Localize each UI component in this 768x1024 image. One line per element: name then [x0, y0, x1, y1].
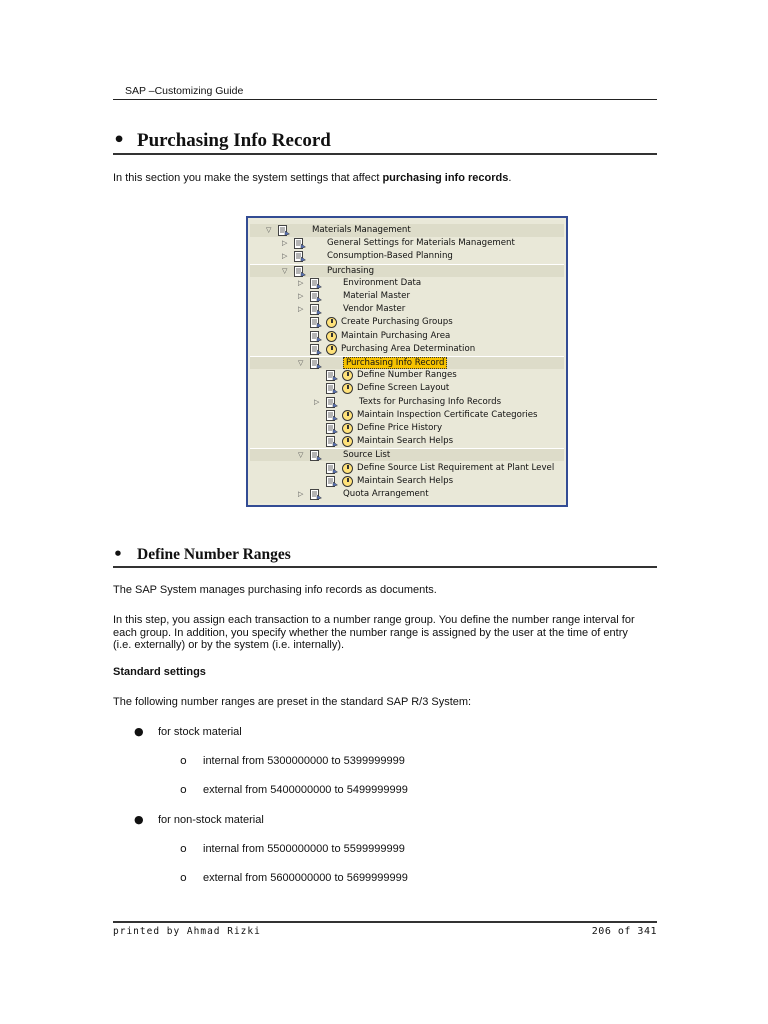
paragraph-number-range-group — [113, 614, 657, 652]
tree-node[interactable] — [250, 343, 564, 356]
tree-node-label[interactable]: Environment Data — [343, 277, 422, 288]
tree-panel — [250, 220, 564, 503]
expand-open-icon[interactable]: ▽ — [298, 359, 304, 367]
para-line: In this step, you assign each transaction to a number range group. You define the number range interval for — [113, 614, 635, 626]
document-icon[interactable] — [310, 344, 322, 355]
tree-node[interactable] — [250, 250, 564, 263]
document-icon[interactable] — [326, 423, 338, 434]
intro-text: In this section you make the system settings that affect — [113, 172, 383, 184]
tree-node[interactable] — [250, 264, 564, 277]
tree-node[interactable] — [250, 369, 564, 382]
footer-page-number: 206 of 341 — [591, 926, 657, 937]
tree-node-label[interactable]: Define Number Ranges — [357, 370, 457, 381]
tree-node[interactable] — [250, 224, 564, 237]
list-subitem-text: external from 5600000000 to 5699999999 — [203, 872, 408, 884]
document-icon[interactable] — [310, 278, 322, 289]
document-icon[interactable] — [326, 383, 338, 394]
expand-closed-icon[interactable]: ▷ — [298, 490, 304, 498]
tree-node-label[interactable]: Materials Management — [312, 225, 411, 235]
document-icon[interactable] — [294, 251, 306, 262]
tree-node[interactable] — [250, 290, 564, 303]
expand-closed-icon[interactable]: ▷ — [298, 305, 304, 314]
document-header-title: SAP –Customizing Guide — [125, 85, 244, 97]
intro-end: . — [508, 172, 512, 184]
tree-node-label[interactable]: Define Screen Layout — [357, 383, 450, 394]
document-icon[interactable] — [326, 370, 338, 381]
tree-node[interactable] — [250, 462, 564, 475]
section-intro — [113, 172, 657, 185]
document-icon[interactable] — [326, 410, 338, 421]
tree-node-label[interactable]: Maintain Search Helps — [357, 475, 454, 486]
sub-bullet-mark: o — [180, 783, 187, 796]
para-line: (i.e. externally) or by the system (i.e. internally). — [113, 639, 345, 651]
tree-node[interactable] — [250, 396, 564, 409]
tree-node-label[interactable]: Quota Arrangement — [343, 489, 429, 499]
bullet-mark: ● — [134, 813, 144, 826]
clock-activity-icon[interactable] — [342, 410, 353, 421]
expand-open-icon[interactable]: ▽ — [282, 266, 288, 275]
preset-intro: The following number ranges are preset in the standard SAP R/3 System: — [113, 696, 472, 708]
list-item-text: for stock material — [158, 726, 242, 738]
tree-node-label[interactable]: Material Master — [343, 291, 410, 301]
standard-settings-label: Standard settings — [113, 666, 206, 678]
tree-node-label-selected[interactable]: Purchasing Info Record — [343, 357, 447, 369]
expand-closed-icon[interactable]: ▷ — [314, 397, 320, 406]
document-icon[interactable] — [310, 331, 322, 342]
heading-text: Define Number Ranges — [137, 546, 291, 563]
list-subitem-text: external from 5400000000 to 5499999999 — [203, 784, 408, 796]
clock-activity-icon[interactable] — [342, 463, 353, 474]
header-divider — [113, 99, 657, 100]
tree-node-label[interactable]: Purchasing — [327, 265, 375, 276]
tree-node-label[interactable]: Maintain Purchasing Area — [341, 330, 451, 341]
tree-node-label[interactable]: Texts for Purchasing Info Records — [359, 396, 502, 407]
document-icon[interactable] — [310, 291, 322, 302]
heading-bullet: • — [113, 129, 126, 151]
expand-closed-icon[interactable]: ▷ — [298, 292, 304, 300]
clock-activity-icon[interactable] — [342, 383, 353, 394]
clock-activity-icon[interactable] — [326, 317, 337, 328]
document-icon[interactable] — [310, 304, 322, 315]
section-heading-define-number-ranges — [113, 545, 291, 564]
expand-open-icon[interactable]: ▽ — [298, 451, 304, 460]
document-icon[interactable] — [294, 266, 306, 277]
document-icon[interactable] — [326, 397, 338, 408]
tree-node-label[interactable]: Maintain Search Helps — [357, 436, 454, 447]
list-item-text: for non-stock material — [158, 814, 264, 826]
tree-node-label[interactable]: Maintain Inspection Certificate Categories — [357, 409, 538, 420]
tree-node[interactable] — [250, 277, 564, 290]
section-heading-purchasing-info-record — [113, 129, 331, 152]
tree-node-label[interactable]: Define Price History — [357, 423, 443, 433]
heading-divider — [113, 566, 657, 568]
sub-bullet-mark: o — [180, 842, 187, 855]
document-icon[interactable] — [278, 225, 290, 236]
list-subitem-text: internal from 5300000000 to 5399999999 — [203, 755, 405, 767]
tree-node[interactable] — [250, 488, 564, 501]
sub-bullet-mark: o — [180, 871, 187, 884]
tree-node-label[interactable]: Purchasing Area Determination — [341, 343, 476, 354]
intro-bold: purchasing info records — [382, 172, 509, 184]
tree-node[interactable] — [250, 448, 564, 461]
expand-closed-icon[interactable]: ▷ — [298, 278, 304, 287]
clock-activity-icon[interactable] — [326, 331, 337, 342]
tree-node-label[interactable]: Source List — [343, 450, 391, 461]
document-icon[interactable] — [326, 463, 338, 474]
tree-node[interactable] — [250, 475, 564, 488]
tree-node[interactable] — [250, 409, 564, 422]
document-icon[interactable] — [310, 489, 322, 500]
tree-node-label[interactable]: Create Purchasing Groups — [341, 317, 453, 328]
clock-activity-icon[interactable] — [342, 370, 353, 381]
clock-activity-icon[interactable] — [326, 344, 337, 355]
footer-printed-by: printed by Ahmad Rizki — [113, 926, 261, 937]
tree-node-label[interactable]: Define Source List Requirement at Plant Level — [357, 462, 555, 473]
tree-node-label[interactable]: General Settings for Materials Management — [327, 238, 515, 249]
tree-node[interactable] — [250, 330, 564, 343]
clock-activity-icon[interactable] — [342, 476, 353, 487]
expand-closed-icon[interactable]: ▷ — [282, 252, 288, 261]
document-icon[interactable] — [294, 238, 306, 249]
bullet-mark: ● — [134, 725, 144, 738]
list-subitem-text: internal from 5500000000 to 5599999999 — [203, 843, 405, 855]
tree-node[interactable] — [250, 237, 564, 250]
tree-node[interactable] — [250, 316, 564, 329]
tree-node[interactable] — [250, 356, 564, 369]
tree-node-label[interactable]: Vendor Master — [343, 304, 406, 315]
tree-node[interactable] — [250, 422, 564, 435]
expand-closed-icon[interactable]: ▷ — [282, 239, 288, 248]
document-icon[interactable] — [326, 476, 338, 487]
tree-node[interactable] — [250, 435, 564, 448]
clock-activity-icon[interactable] — [342, 436, 353, 447]
heading-text: Purchasing Info Record — [137, 130, 331, 151]
expand-open-icon[interactable]: ▽ — [266, 226, 272, 234]
document-icon[interactable] — [326, 436, 338, 447]
heading-bullet: • — [113, 545, 123, 563]
para-line: each group. In addition, you specify whether the number range is assigned by the user at the time of entry — [113, 626, 628, 639]
clock-activity-icon[interactable] — [342, 423, 353, 434]
tree-node[interactable] — [250, 382, 564, 395]
document-icon[interactable] — [310, 358, 322, 369]
document-icon[interactable] — [310, 450, 322, 461]
footer-divider — [113, 921, 657, 923]
tree-node-label[interactable]: Consumption-Based Planning — [327, 251, 453, 262]
heading-divider — [113, 153, 657, 155]
paragraph-documents: The SAP System manages purchasing info records as documents. — [113, 584, 437, 596]
sap-img-tree-screenshot — [246, 216, 568, 507]
tree-node[interactable] — [250, 303, 564, 316]
document-icon[interactable] — [310, 317, 322, 328]
sub-bullet-mark: o — [180, 754, 187, 767]
